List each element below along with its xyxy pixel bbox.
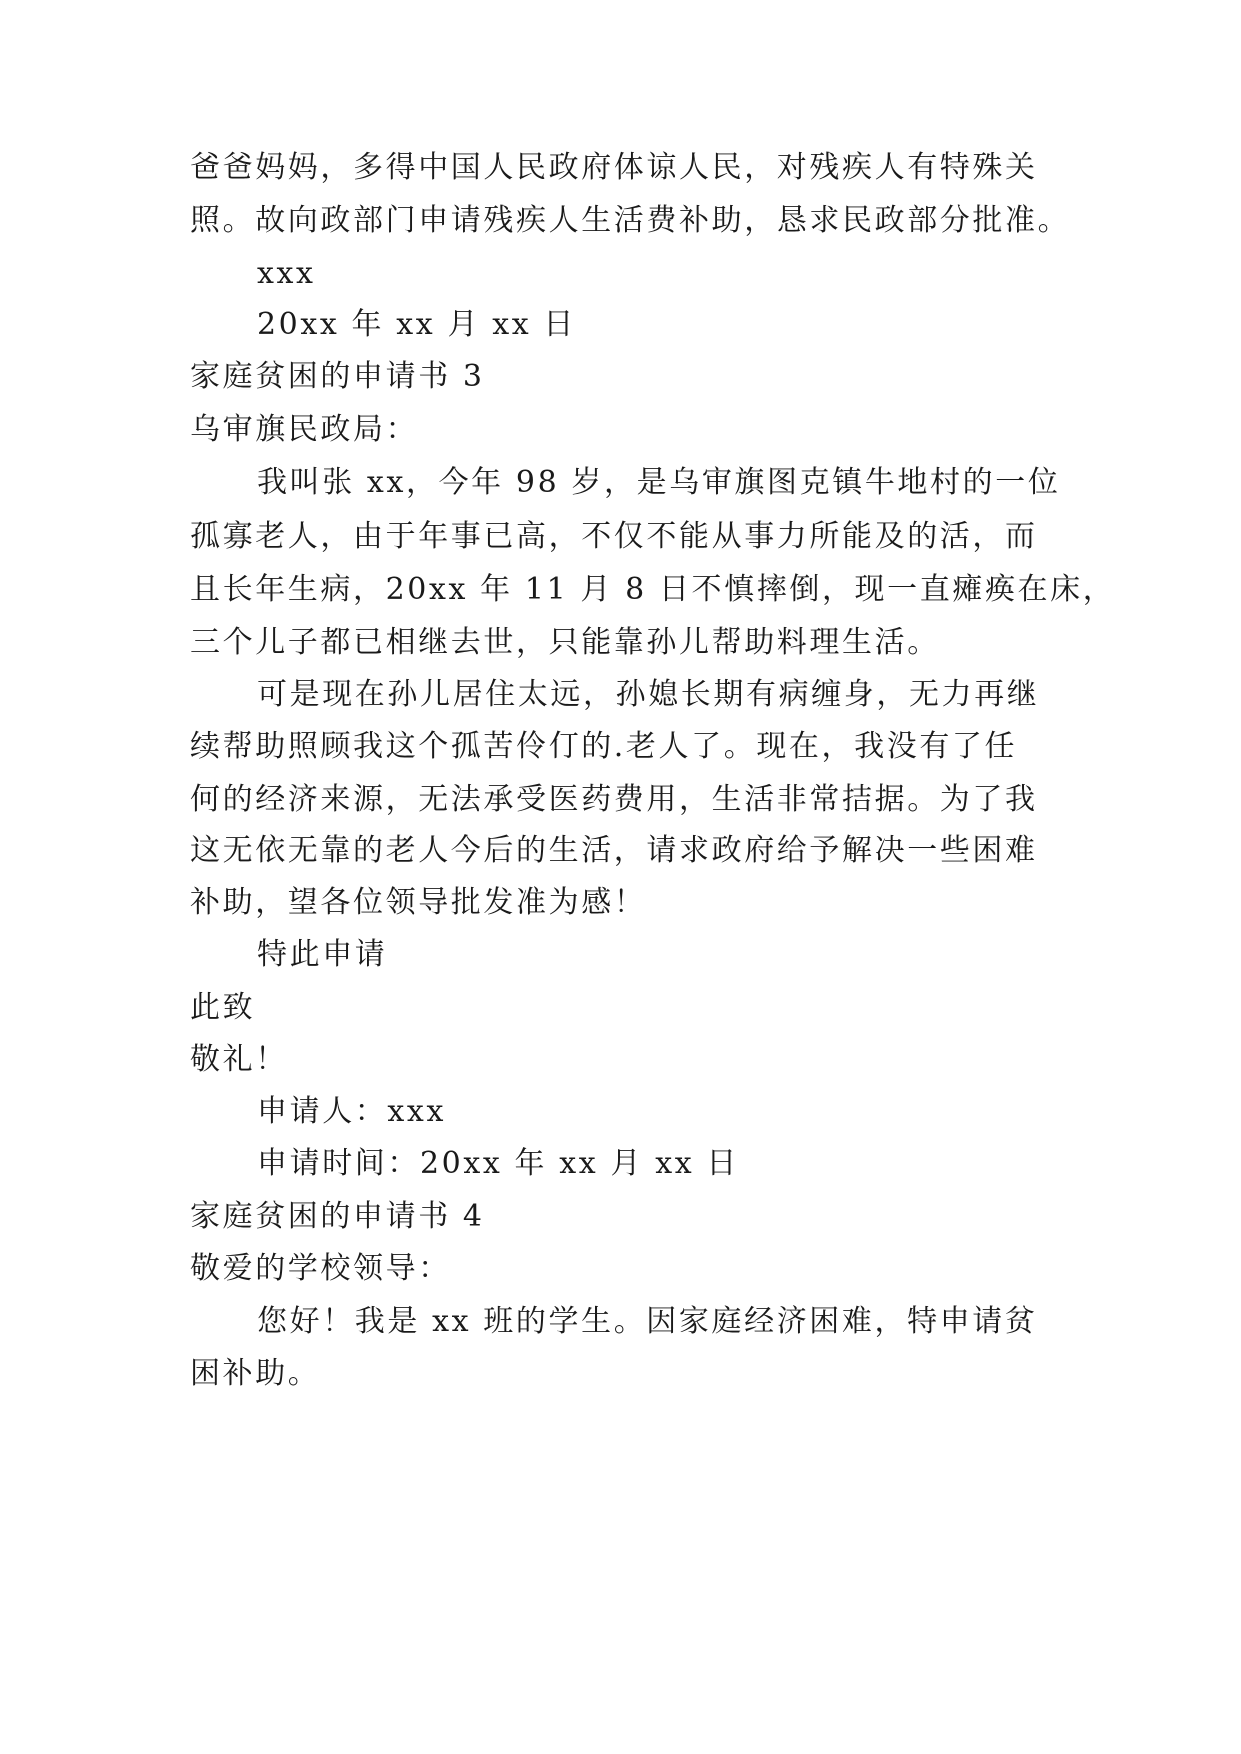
signature-date: 20xx 年 xx 月 xx 日 <box>257 307 576 342</box>
body-text-line: 续帮助照顾我这个孤苦伶仃的.老人了。现在，我没有了任 <box>190 729 1018 764</box>
closing-line: 特此申请 <box>257 937 388 972</box>
body-text-line: 三个儿子都已相继去世，只能靠孙儿帮助料理生活。 <box>190 625 940 660</box>
application-date: 申请时间：20xx 年 xx 月 xx 日 <box>257 1146 739 1181</box>
body-text-line: 这无依无靠的老人今后的生活，请求政府给予解决一些困难 <box>190 833 1038 868</box>
body-text-line: 且长年生病，20xx 年 11 月 8 日不慎摔倒，现一直瘫痪在床， <box>190 572 1116 607</box>
section-heading: 家庭贫困的申请书 4 <box>190 1199 485 1234</box>
signature-name: xxx <box>257 256 316 291</box>
body-text-line: 孤寡老人，由于年事已高，不仅不能从事力所能及的活，而 <box>190 519 1038 554</box>
body-text-line: 您好！我是 xx 班的学生。因家庭经济困难，特申请贫 <box>257 1304 1038 1339</box>
salutation: 乌审旗民政局： <box>190 412 419 447</box>
body-text-line: 何的经济来源，无法承受医药费用，生活非常拮据。为了我 <box>190 782 1038 817</box>
body-text-line: 困补助。 <box>190 1356 321 1391</box>
section-heading: 家庭贫困的申请书 3 <box>190 359 485 394</box>
body-text-line: 可是现在孙儿居住太远，孙媳长期有病缠身，无力再继 <box>257 677 1040 712</box>
applicant-name: 申请人：xxx <box>257 1094 446 1129</box>
closing-line: 此致 <box>190 990 256 1025</box>
body-text-line: 照。故向政部门申请残疾人生活费补助，恳求民政部分批准。 <box>190 203 1071 238</box>
closing-line: 敬礼！ <box>190 1042 288 1077</box>
body-text-line: 我叫张 xx，今年 98 岁，是乌审旗图克镇牛地村的一位 <box>257 465 1061 500</box>
salutation: 敬爱的学校领导： <box>190 1251 451 1286</box>
body-text-line: 补助，望各位领导批发准为感！ <box>190 885 647 920</box>
body-text-line: 爸爸妈妈，多得中国人民政府体谅人民，对残疾人有特殊关 <box>190 150 1038 185</box>
